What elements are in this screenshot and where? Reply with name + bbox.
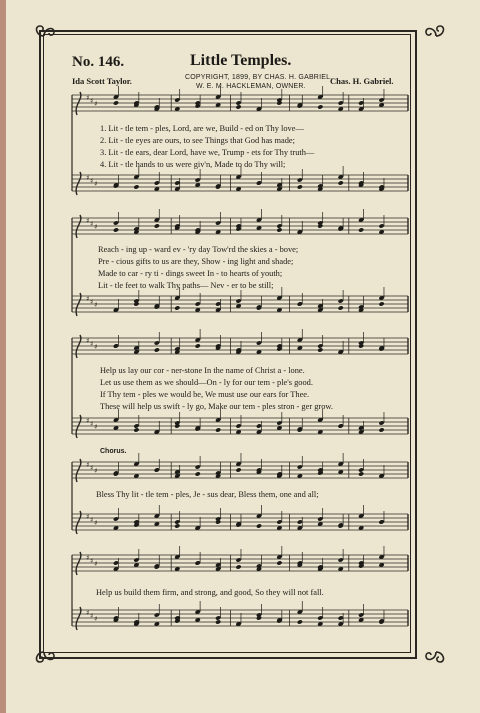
svg-text:♯: ♯ [94, 301, 98, 309]
svg-text:♯: ♯ [86, 295, 90, 303]
staff [72, 552, 408, 575]
lyric-line: Help us lay our cor - ner-stone In the name of Christ a - lone. [100, 366, 305, 375]
lyric-line: 2. Lit - tle eyes are ours, to see Things that God has made; [100, 136, 295, 145]
svg-text:♯: ♯ [86, 461, 90, 469]
lyric-line: Made to car - ry ti - dings sweet In - to hearts of youth; [98, 269, 283, 278]
svg-text:♯: ♯ [86, 417, 90, 425]
svg-text:♯: ♯ [94, 343, 98, 351]
svg-text:♯: ♯ [90, 557, 94, 565]
copyright-owner-line: W. E. M. HACKLEMAN, OWNER. [196, 83, 306, 90]
hymn-number: No. 146. [72, 54, 125, 70]
lyric-line: 3. Lit - tle ears, dear Lord, have we, Trump - ets for Thy truth— [100, 148, 315, 157]
svg-text:♯: ♯ [90, 220, 94, 228]
lyric-line: Let us use them as we should—On - ly for our tem - ple's good. [100, 378, 313, 387]
svg-text:♯: ♯ [94, 615, 98, 623]
composer-credit: Chas. H. Gabriel. [330, 76, 394, 86]
svg-text:♯: ♯ [94, 100, 98, 108]
svg-text:♯: ♯ [90, 298, 94, 306]
lyric-line: Bless Thy lit - tle tem - ples, Je - sus dear, Bless them, one and all; [96, 490, 319, 499]
svg-text:♯: ♯ [86, 609, 90, 617]
svg-text:♯: ♯ [86, 337, 90, 345]
svg-text:♯: ♯ [90, 340, 94, 348]
author-credit: Ida Scott Taylor. [72, 76, 132, 86]
svg-text:♯: ♯ [90, 612, 94, 620]
svg-text:♯: ♯ [86, 174, 90, 182]
svg-text:♯: ♯ [94, 223, 98, 231]
lyric-line: Help us build them firm, and strong, and good, So they will not fall. [96, 588, 324, 597]
svg-text:♯: ♯ [90, 177, 94, 185]
hymn-title: Little Temples. [190, 52, 292, 69]
svg-text:♯: ♯ [90, 420, 94, 428]
lyric-line: Pre - cious gifts to us are they, Show - ing light and shade; [98, 257, 294, 266]
svg-text:♯: ♯ [90, 464, 94, 472]
svg-text:♯: ♯ [90, 97, 94, 105]
svg-text:♯: ♯ [86, 554, 90, 562]
chorus-label: Chorus. [100, 448, 127, 455]
svg-text:♯: ♯ [90, 516, 94, 524]
lyric-line: Lit - tle feet to walk Thy paths— Nev - er to be still; [98, 281, 274, 290]
svg-text:♯: ♯ [94, 423, 98, 431]
svg-text:♯: ♯ [94, 467, 98, 475]
svg-text:♯: ♯ [86, 513, 90, 521]
svg-text:♯: ♯ [94, 180, 98, 188]
svg-text:♯: ♯ [86, 217, 90, 225]
svg-text:♯: ♯ [86, 94, 90, 102]
lyric-line: Reach - ing up - ward ev - 'ry day Tow'rd the skies a - bove; [98, 245, 299, 254]
lyric-line: If Thy tem - ples we would be, We must use our ears for Thee. [100, 390, 310, 399]
copyright-line: COPYRIGHT, 1899, BY CHAS. H. GABRIEL. [185, 74, 333, 81]
lyric-line: These will help us swift - ly go, Make our tem - ples stron - ger grow. [100, 402, 333, 411]
svg-text:♯: ♯ [94, 519, 98, 527]
svg-text:♯: ♯ [94, 560, 98, 568]
lyric-line: 1. Lit - tle tem - ples, Lord, are we, Build - ed on Thy love— [100, 124, 304, 133]
staff [72, 335, 408, 358]
lyric-line: 4. Lit - tle hands to us were giv'n, Made to do Thy will; [100, 160, 286, 169]
staff [72, 607, 408, 630]
